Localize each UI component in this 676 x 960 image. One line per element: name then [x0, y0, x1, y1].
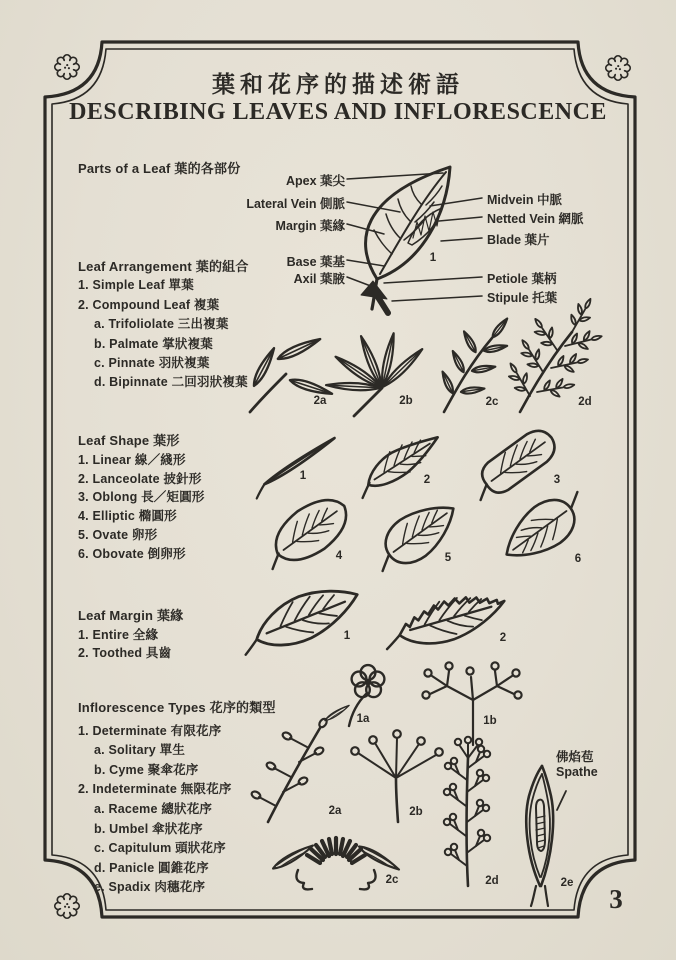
label-axil: Axil 葉腋	[293, 272, 345, 286]
lanceolate-leaf-illustration	[350, 426, 446, 502]
list-item: 2. Toothed 具齒	[78, 646, 172, 661]
list-item: d. Bipinnate 二回羽狀複葉	[94, 375, 248, 390]
toothed-margin-illustration	[378, 584, 510, 657]
umbel-illustration	[351, 730, 443, 822]
figure-label-margin-1: 1	[343, 630, 351, 642]
panicle-illustration	[444, 737, 490, 886]
section-inflorescence-types	[78, 698, 276, 898]
parts-of-leaf-heading: Parts of a Leaf 葉的各部份	[78, 161, 241, 176]
list-item: 2. Indeterminate 無限花序	[78, 782, 232, 797]
figure-label-infl-2a: 2a	[328, 805, 342, 817]
leaf-shape-heading: Leaf Shape 葉形	[78, 433, 180, 448]
list-item: 6. Obovate 倒卵形	[78, 546, 186, 561]
figure-label-2b: 2b	[399, 395, 413, 407]
label-petiole: Petiole 葉柄	[487, 272, 557, 286]
list-item: 3. Oblong 長／矩圓形	[78, 490, 205, 505]
section-leaf-arrangement	[78, 257, 249, 393]
list-item: 2. Compound Leaf 複葉	[78, 297, 220, 312]
entire-margin-illustration	[233, 576, 366, 663]
figure-label-infl-2d: 2d	[485, 875, 499, 887]
figure-label-infl-2e: 2e	[560, 877, 574, 889]
list-item: c. Capitulum 頭狀花序	[94, 841, 226, 856]
label-base: Base 葉基	[286, 255, 345, 269]
list-item: 1. Entire 全緣	[78, 627, 159, 642]
figure-label-margin-2: 2	[499, 632, 507, 644]
spathe-callout	[556, 750, 598, 780]
label-midvein: Midvein 中脈	[487, 193, 563, 207]
figure-label-1b: 1b	[483, 715, 497, 727]
linear-leaf-illustration	[251, 437, 340, 498]
oblong-leaf-illustration	[465, 424, 561, 507]
label-margin: Margin 葉緣	[275, 219, 345, 233]
figure-label-shape-2: 2	[423, 474, 431, 486]
figure-label-leaf-1: 1	[429, 252, 437, 264]
list-item: d. Panicle 圓錐花序	[94, 860, 209, 875]
page-title-en: DESCRIBING LEAVES AND INFLORESCENCE	[69, 99, 607, 125]
section-leaf-shape	[78, 432, 205, 564]
list-item: 4. Elliptic 橢圓形	[78, 509, 177, 524]
list-item: e. Spadix 肉穗花序	[94, 880, 206, 895]
list-item: b. Palmate 掌狀複葉	[94, 336, 213, 351]
page-number: 3	[609, 884, 623, 914]
list-item: a. Trifoliolate 三出複葉	[94, 317, 229, 332]
list-item: 1. Simple Leaf 單葉	[78, 278, 194, 293]
label-netted-vein: Netted Vein 網脈	[487, 212, 584, 226]
figure-label-shape-1: 1	[299, 470, 307, 482]
figure-label-shape-5: 5	[444, 552, 452, 564]
bipinnate-illustration	[502, 294, 604, 412]
spathe-label-en: Spathe	[556, 765, 598, 779]
list-item: a. Solitary 單生	[94, 743, 186, 758]
leaf-margin-heading: Leaf Margin 葉緣	[78, 608, 184, 623]
label-blade: Blade 葉片	[487, 233, 550, 247]
list-item: b. Umbel 傘狀花序	[94, 821, 203, 836]
figure-label-2d: 2d	[578, 396, 592, 408]
elliptic-leaf-illustration	[254, 487, 358, 580]
label-apex: Apex 葉尖	[285, 174, 345, 188]
list-item: b. Cyme 聚傘花序	[94, 762, 199, 777]
list-item: 1. Linear 線／綫形	[78, 452, 186, 467]
list-item: c. Pinnate 羽狀複葉	[94, 356, 210, 371]
spathe-leader-line	[557, 791, 566, 810]
page-title-zh: 葉和花序的描述術語	[212, 72, 464, 97]
leaf-parts-diagram	[347, 167, 482, 313]
list-item: 5. Ovate 卵形	[78, 527, 158, 542]
inflorescence-heading: Inflorescence Types 花序的類型	[78, 700, 276, 715]
spathe-label-zh: 佛焰苞	[556, 750, 594, 764]
figure-label-infl-2c: 2c	[385, 874, 399, 886]
ovate-leaf-illustration	[364, 491, 466, 582]
list-item: a. Raceme 總狀花序	[94, 801, 213, 816]
figure-label-infl-2b: 2b	[409, 806, 423, 818]
figure-label-shape-6: 6	[574, 553, 582, 565]
figure-label-shape-3: 3	[553, 474, 561, 486]
label-lateral-vein: Lateral Vein 側脈	[246, 197, 345, 211]
list-item: 1. Determinate 有限花序	[78, 723, 222, 738]
cyme-illustration	[422, 662, 521, 745]
section-leaf-margin	[78, 607, 183, 663]
figure-label-shape-4: 4	[335, 550, 343, 562]
label-stipule: Stipule 托葉	[487, 291, 558, 305]
list-item: 2. Lanceolate 披針形	[78, 471, 202, 486]
figure-label-2a: 2a	[313, 395, 327, 407]
leaf-arrangement-heading: Leaf Arrangement 葉的組合	[78, 259, 249, 274]
figure-label-2c: 2c	[485, 396, 499, 408]
figure-label-1a: 1a	[356, 713, 370, 725]
